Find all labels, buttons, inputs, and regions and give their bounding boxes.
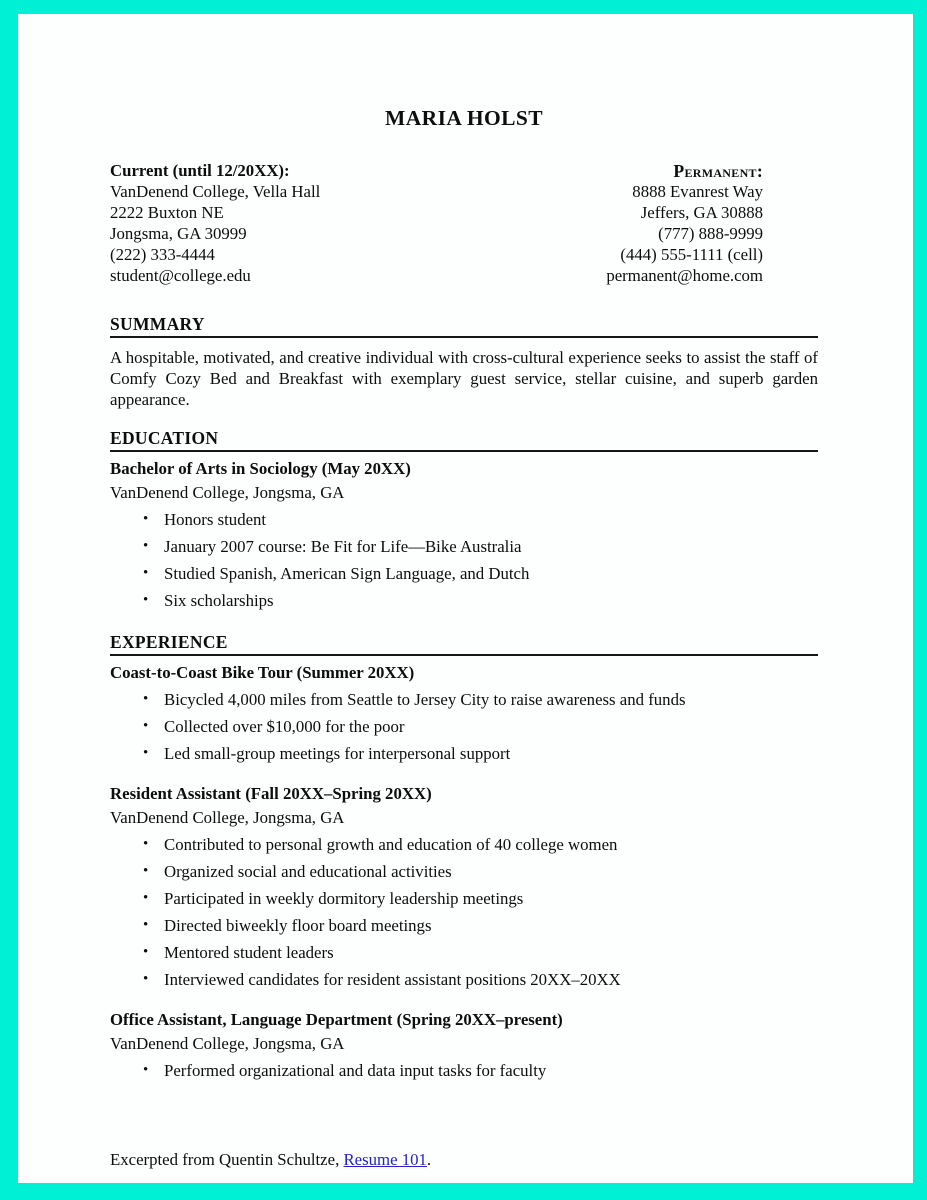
- education-bullet-list: [110, 506, 818, 614]
- bullet-item: [143, 1057, 818, 1084]
- bullet-item: [143, 506, 818, 533]
- address-line: 8888 Evanrest Way: [632, 181, 763, 201]
- attribution-suffix: .: [426, 1150, 432, 1170]
- bullet-item: [143, 560, 818, 587]
- bullet-item: [143, 533, 818, 560]
- attribution-note: [110, 1150, 818, 1170]
- bullet-icon: •: [143, 718, 149, 735]
- bullet-item: [143, 686, 818, 713]
- experience-heading: EXPERIENCE: [110, 632, 228, 653]
- summary-heading: SUMMARY: [110, 314, 205, 335]
- summary-text: A hospitable, motivated, and creative individual with cross-cultural experience seeks to assist the staff of Comfy Cozy Bed and Breakfast with exemplary guest service, stellar cuisine, and superb garden appearance.: [110, 348, 818, 410]
- bullet-text: Performed organizational and data input tasks for faculty: [164, 1061, 547, 1081]
- bullet-item: [143, 858, 818, 885]
- education-section-head: [110, 428, 818, 452]
- bullet-icon: •: [143, 836, 149, 853]
- bullet-text: Contributed to personal growth and education of 40 college women: [164, 835, 618, 855]
- bullet-text: Organized social and educational activities: [164, 862, 452, 882]
- bullet-text: Six scholarships: [164, 591, 274, 611]
- job-bullet-list: [110, 1057, 818, 1084]
- job-organization: VanDenend College, Jongsma, GA: [110, 1034, 345, 1054]
- job-bullet-list: [110, 686, 818, 767]
- bullet-icon: •: [143, 890, 149, 907]
- job-entry-office-assistant: [110, 1010, 818, 1084]
- job-entry-resident-assistant: [110, 784, 818, 993]
- summary-section: [110, 314, 818, 410]
- bullet-item: [143, 885, 818, 912]
- permanent-address-label: Permanent:: [673, 161, 763, 181]
- bullet-text: Directed biweekly floor board meetings: [164, 916, 432, 936]
- experience-section-head: [110, 632, 818, 656]
- phone-line: (222) 333-4444: [110, 244, 215, 264]
- degree-title: Bachelor of Arts in Sociology (May 20XX): [110, 459, 411, 479]
- bullet-item: [143, 939, 818, 966]
- bullet-icon: •: [143, 565, 149, 582]
- experience-section: [110, 632, 818, 1084]
- bullet-icon: •: [143, 971, 149, 988]
- bullet-icon: •: [143, 592, 149, 609]
- bullet-item: [143, 740, 818, 767]
- job-title: Resident Assistant (Fall 20XX–Spring 20XX): [110, 784, 432, 804]
- phone-line: (444) 555-1111 (cell): [620, 244, 763, 264]
- bullet-icon: •: [143, 917, 149, 934]
- bullet-item: [143, 912, 818, 939]
- bullet-icon: •: [143, 863, 149, 880]
- bullet-icon: •: [143, 511, 149, 528]
- bullet-icon: •: [143, 944, 149, 961]
- bullet-text: Participated in weekly dormitory leadership meetings: [164, 889, 524, 909]
- contact-header: [110, 161, 818, 286]
- bullet-item: [143, 587, 818, 614]
- education-heading: EDUCATION: [110, 428, 219, 449]
- job-bullet-list: [110, 831, 818, 993]
- job-title: Office Assistant, Language Department (Spring 20XX–present): [110, 1010, 563, 1030]
- bullet-text: Collected over $10,000 for the poor: [164, 717, 405, 737]
- bullet-icon: •: [143, 538, 149, 555]
- current-address-block: [110, 161, 320, 286]
- bullet-item: [143, 713, 818, 740]
- bullet-text: Bicycled 4,000 miles from Seattle to Jersey City to raise awareness and funds: [164, 690, 686, 710]
- current-address-label: Current (until 12/20XX):: [110, 161, 290, 180]
- job-organization: VanDenend College, Jongsma, GA: [110, 808, 345, 828]
- resume-101-link[interactable]: Resume 101: [343, 1150, 427, 1170]
- email-line: permanent@home.com: [606, 265, 763, 285]
- address-line: 2222 Buxton NE: [110, 202, 224, 222]
- job-title: Coast-to-Coast Bike Tour (Summer 20XX): [110, 663, 415, 683]
- attribution-prefix: Excerpted from Quentin Schultze,: [110, 1150, 344, 1170]
- job-entry-bike-tour: [110, 663, 818, 767]
- resume-page: [18, 14, 913, 1183]
- bullet-text: Honors student: [164, 510, 267, 530]
- education-section: [110, 428, 818, 614]
- address-line: VanDenend College, Vella Hall: [110, 181, 321, 201]
- bullet-item: [143, 966, 818, 993]
- bullet-icon: •: [143, 691, 149, 708]
- resume-name: MARIA HOLST: [385, 106, 543, 130]
- school-name: VanDenend College, Jongsma, GA: [110, 483, 345, 503]
- bullet-text: Led small-group meetings for interpersonal support: [164, 744, 511, 764]
- phone-line: (777) 888-9999: [658, 223, 763, 243]
- bullet-text: January 2007 course: Be Fit for Life—Bike Australia: [164, 537, 522, 557]
- bullet-icon: •: [143, 1062, 149, 1079]
- bullet-item: [143, 831, 818, 858]
- bullet-text: Mentored student leaders: [164, 943, 334, 963]
- bullet-icon: •: [143, 745, 149, 762]
- bullet-text: Studied Spanish, American Sign Language, and Dutch: [164, 564, 530, 584]
- summary-section-head: [110, 314, 818, 338]
- bullet-text: Interviewed candidates for resident assistant positions 20XX–20XX: [164, 970, 621, 990]
- permanent-address-block: [606, 161, 818, 286]
- email-line: student@college.edu: [110, 265, 251, 285]
- address-line: Jongsma, GA 30999: [110, 223, 247, 243]
- address-line: Jeffers, GA 30888: [640, 202, 763, 222]
